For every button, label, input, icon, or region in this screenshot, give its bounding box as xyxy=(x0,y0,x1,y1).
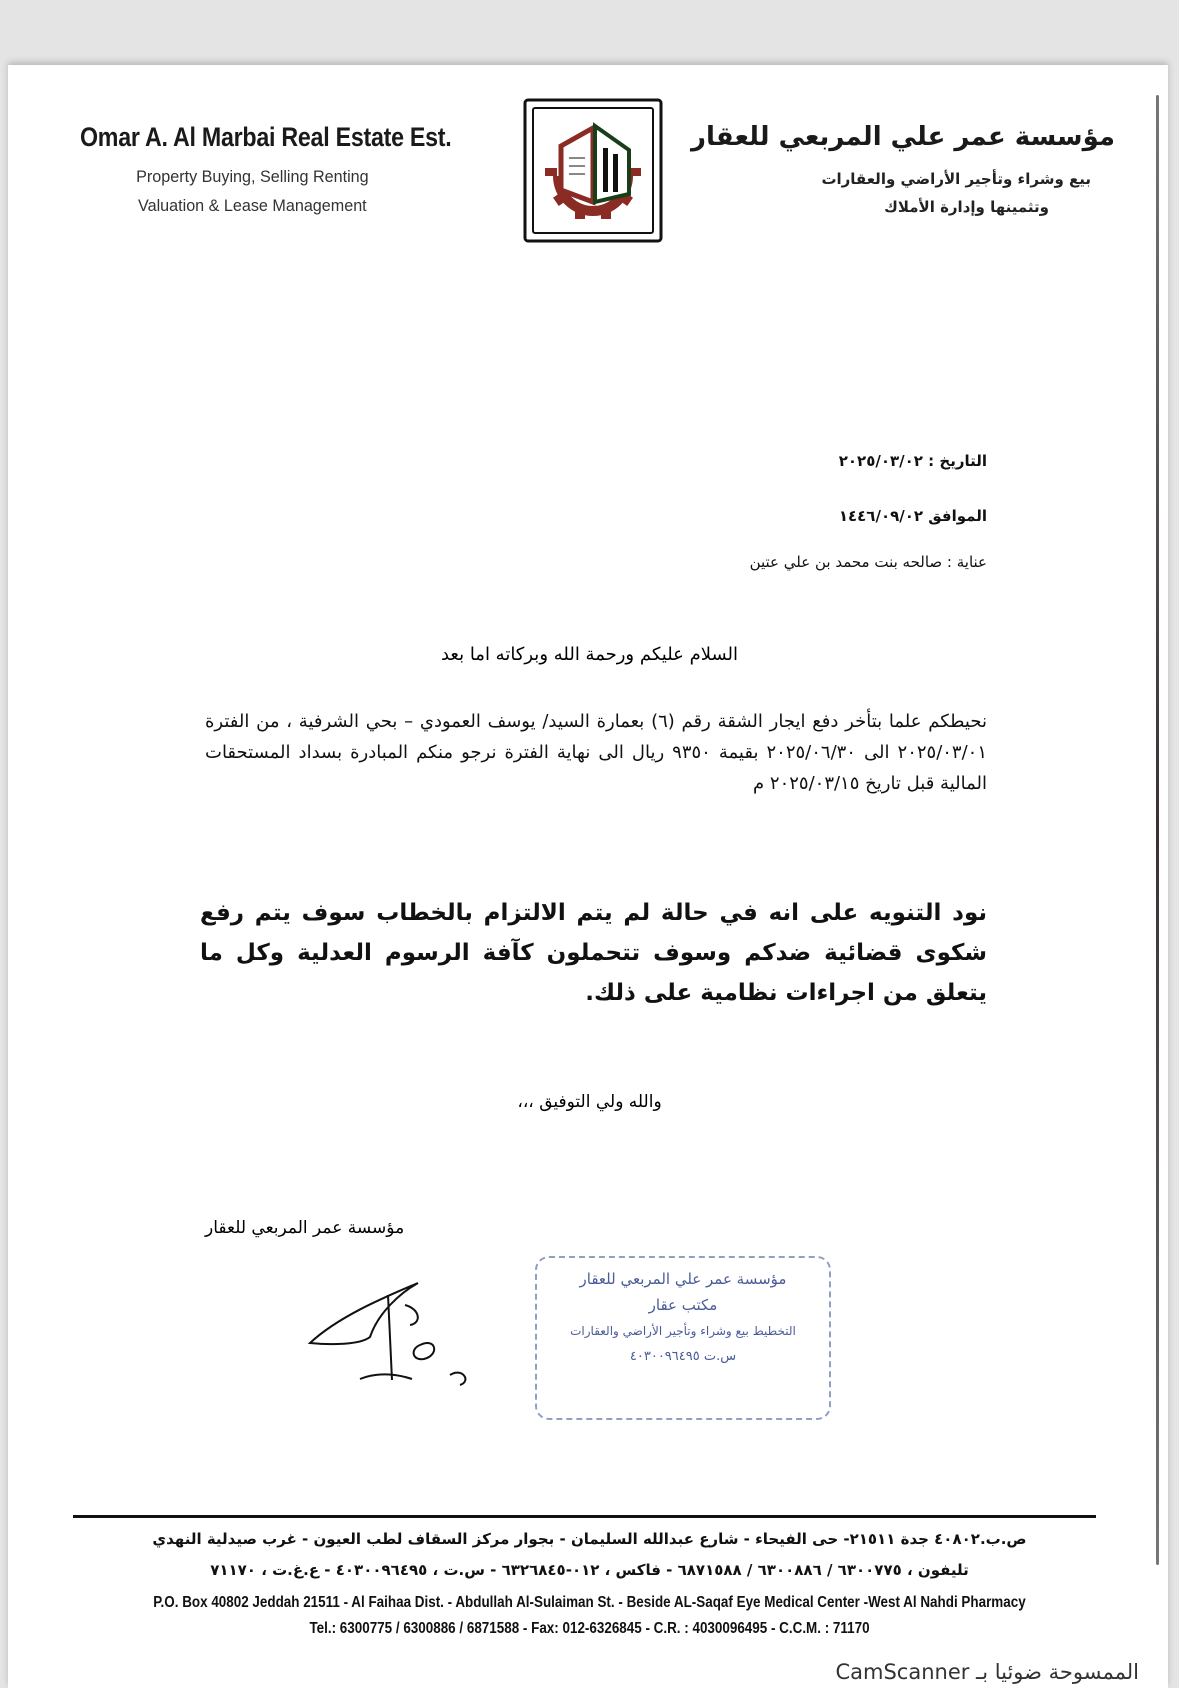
letter-date: التاريخ : ٢٠٢٥/٠٣/٠٢ xyxy=(838,452,987,470)
letter-closing: والله ولي التوفيق ،،، xyxy=(517,1092,662,1112)
letter-hijri-date: الموافق ١٤٤٦/٠٩/٠٢ xyxy=(838,507,987,525)
footer-address-arabic: ص.ب.٤٠٨٠٢ جدة ٢١٥١١- حى الفيحاء - شارع عبدالله السليمان - بجوار مركز السقاف لطب العيون - غرب صيدلية النهدي xyxy=(152,1530,1027,1548)
company-name-arabic: مؤسسة عمر علي المربعي للعقار xyxy=(691,122,1115,152)
footer-divider xyxy=(73,1515,1096,1518)
letter-greeting: السلام عليكم ورحمة الله وبركاته اما بعد xyxy=(440,644,739,665)
footer-address-english: P.O. Box 40802 Jeddah 21511 - Al Faihaa Dist. - Abdullah Al-Sulaiman St. - Beside AL-Saqaf Eye Medical Center -West Al Nahdi Pharmacy xyxy=(153,1594,1026,1611)
company-services-arabic-1: بيع وشراء وتأجير الأراضي والعقارات xyxy=(821,170,1091,188)
footer-contacts-english: Tel.: 6300775 / 6300886 / 6871588 - Fax: 012-6326845 - C.R. : 4030096495 - C.C.M. : 71170 xyxy=(309,1620,870,1637)
company-services-english-2: Valuation & Lease Management xyxy=(138,196,367,215)
handwritten-signature xyxy=(300,1275,500,1390)
company-services-english-1: Property Buying, Selling Renting xyxy=(136,167,369,186)
company-name-english: Omar A. Al Marbai Real Estate Est. xyxy=(80,122,452,152)
stamp-line-3: التخطيط بيع وشراء وتأجير الأراضي والعقارات xyxy=(570,1324,796,1338)
logo-building xyxy=(561,126,629,202)
stamp-line-4: س.ت ٤٠٣٠٠٩٦٤٩٥ xyxy=(629,1349,737,1364)
letter-body: نحيطكم علما بتأخر دفع ايجار الشقة رقم (٦) بعمارة السيد/ يوسف العمودي – بحي الشرفية ، من الفترة ٢٠٢٥/٠٣/٠١ الى ٢٠٢٥/٠٦/٣٠ بقيمة ٩٣٥٠ ريال الى نهاية الفترة نرجو منكم المبادرة بسداد المستحقات المالية قبل تاريخ ٢٠٢٥/٠٣/١٥ م xyxy=(205,711,988,794)
company-stamp xyxy=(535,1256,831,1420)
stamp-line-1: مؤسسة عمر علي المربعي للعقار xyxy=(579,1270,787,1288)
building-gear-logo-icon xyxy=(523,98,663,243)
footer-contacts-arabic: تليفون ، ٦٣٠٠٧٧٥ / ٦٣٠٠٨٨٦ / ٦٨٧١٥٨٨ - فاكس ، ٠١٢-٦٣٢٦٨٤٥ - س.ت ، ٤٠٣٠٠٩٦٤٩٥ - ع.غ.ت ، ٧١١٧٠ xyxy=(210,1561,969,1579)
company-services-arabic-2: وتثمينها وإدارة الأملاك xyxy=(884,198,1049,216)
stamp-line-2: مكتب عقار xyxy=(648,1296,718,1314)
letter-attention: عناية : صالحه بنت محمد بن علي عتين xyxy=(749,553,987,571)
signature-label: مؤسسة عمر المربعي للعقار xyxy=(205,1218,405,1238)
letter-page xyxy=(8,65,1168,1688)
letter-warning: نود التنويه على انه في حالة لم يتم الالتزام بالخطاب سوف يتم رفع شكوى قضائية ضدكم وسوف تتحملون كآفة الرسوم العدلية وكل ما يتعلق من اجراءات نظامية على ذلك. xyxy=(200,900,987,1006)
camscanner-watermark: الممسوحة ضوئيا بـ CamScanner xyxy=(835,1660,1139,1684)
page-edge-shadow xyxy=(1156,95,1159,1565)
